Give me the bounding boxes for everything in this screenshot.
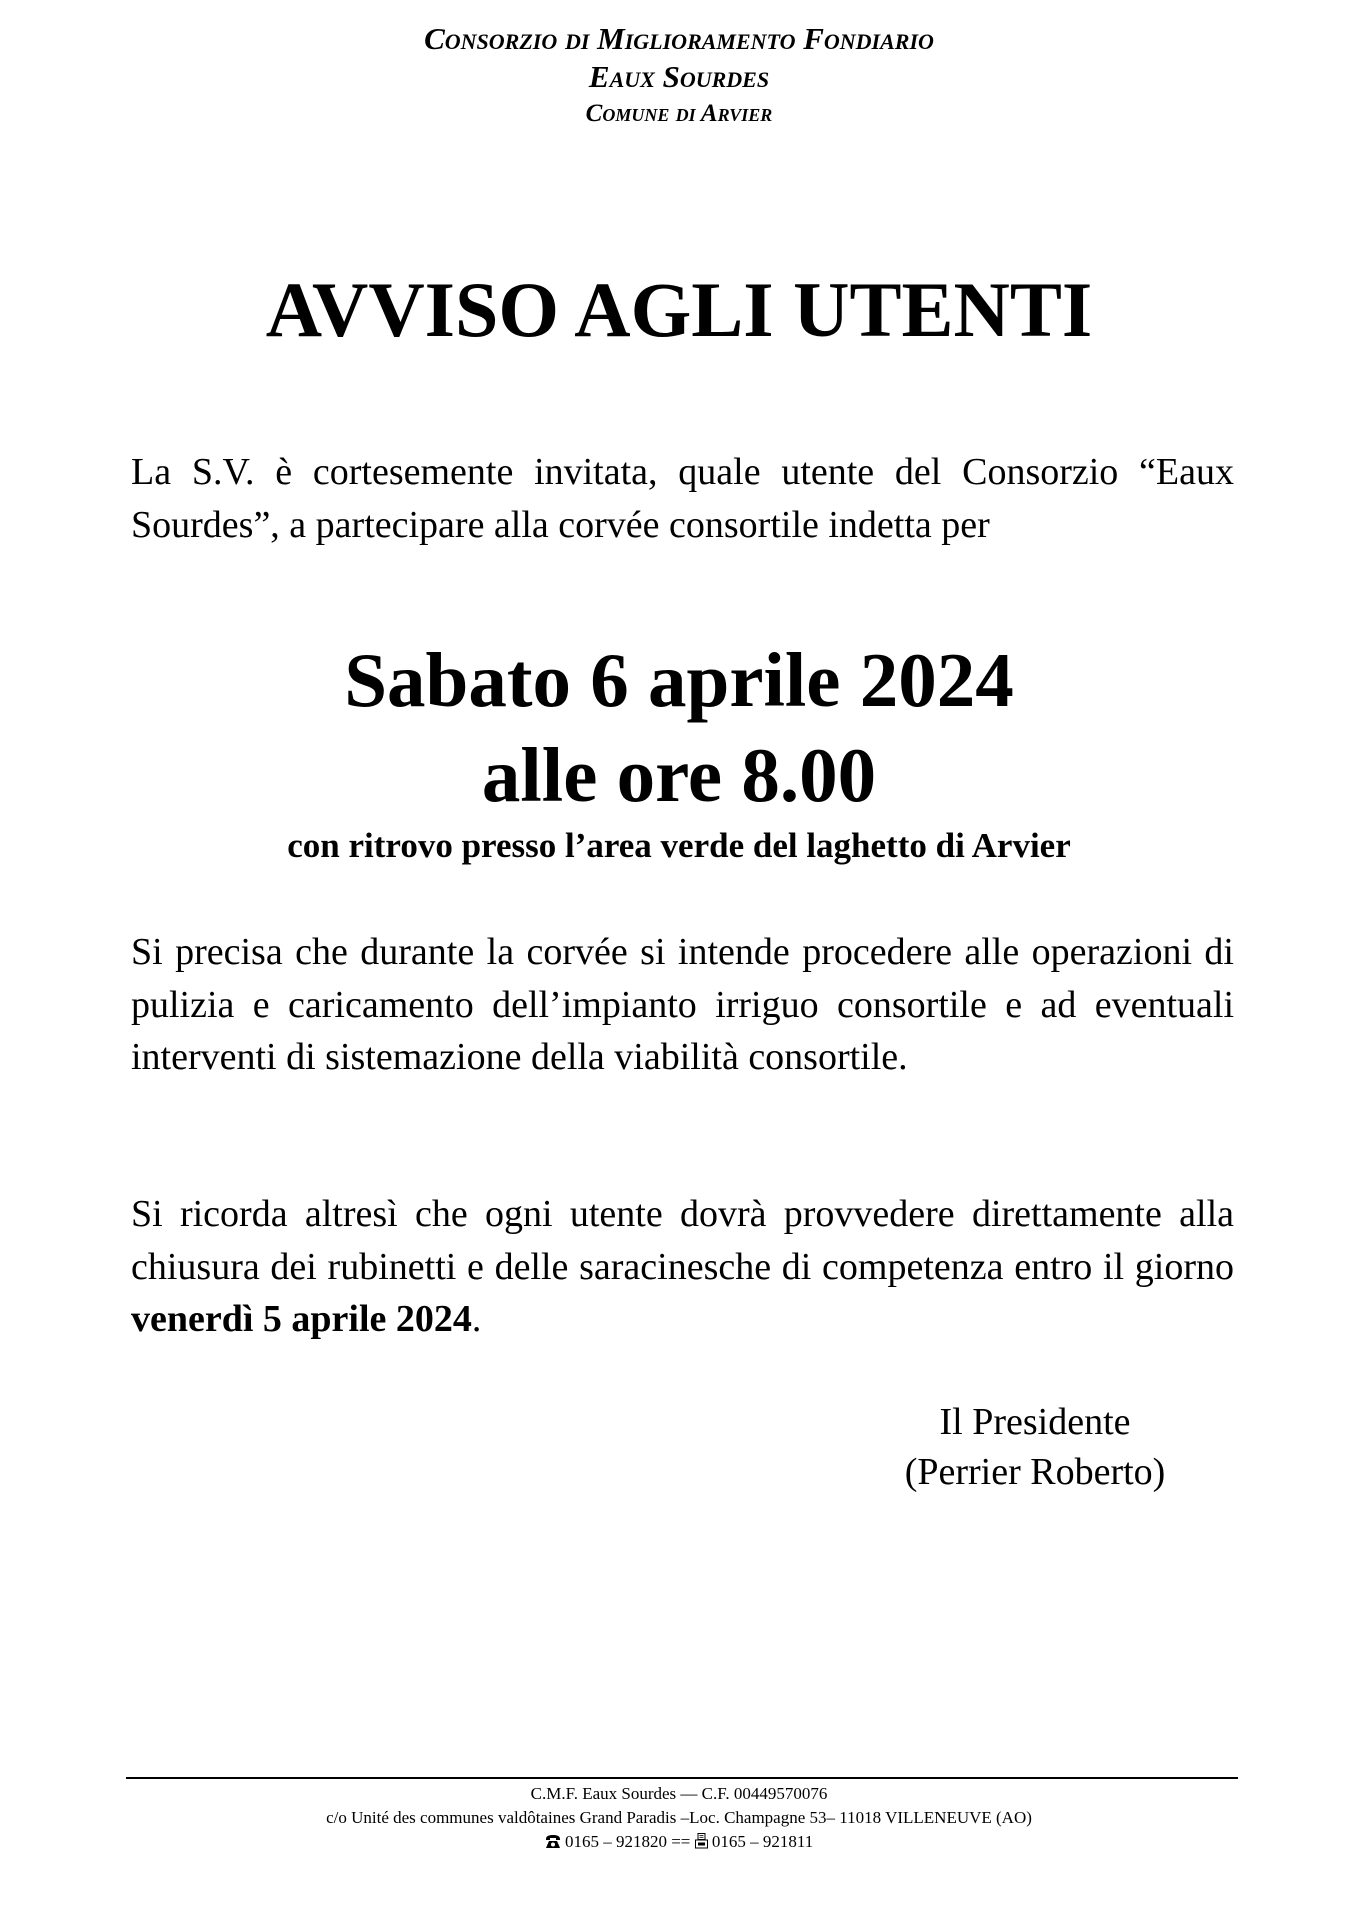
intro-paragraph: La S.V. è cortesemente invitata, quale utente del Consorzio “Eaux Sourdes”, a partecipare alla corvée consortile indetta per	[131, 451, 1234, 546]
deadline-date: venerdì 5 aprile 2024	[131, 1298, 472, 1340]
telephone-icon	[545, 1832, 561, 1856]
footer-address: c/o Unité des communes valdôtaines Grand Paradis –Loc. Champagne 53– 11018 VILLENEUVE (AO)	[326, 1808, 1032, 1827]
signature-role: Il Presidente	[939, 1401, 1131, 1443]
footer-divider	[126, 1777, 1238, 1779]
footer-contacts	[0, 1830, 1358, 1856]
reminder-text: Si ricorda altresì che ogni utente dovrà provvedere direttamente alla chiusura dei rubinetti e delle saracinesche di competenza entro il giorno	[131, 1193, 1234, 1288]
footer	[0, 1782, 1358, 1856]
operations-paragraph: Si precisa che durante la corvée si intende procedere alle operazioni di pulizia e caricamento dell’impianto irriguo consortile e ad eventuali interventi di sistemazione della viabilità consortile.	[131, 931, 1234, 1078]
phone-number: 0165 – 921820	[564, 1832, 667, 1851]
letterhead-municipality: Comune di Arvier	[585, 100, 773, 127]
event-date: Sabato 6 aprile 2024	[344, 637, 1014, 723]
page-title: AVVISO AGLI UTENTI	[265, 266, 1093, 353]
fax-icon	[695, 1832, 708, 1856]
footer-registration: C.M.F. Eaux Sourdes — C.F. 00449570076	[530, 1784, 828, 1803]
event-meeting-place: con ritrovo presso l’area verde del laghetto di Arvier	[287, 826, 1071, 865]
reminder-paragraph	[131, 1188, 1234, 1346]
letterhead	[0, 20, 1358, 132]
fax-number: 0165 – 921811	[711, 1832, 814, 1851]
signature-name: (Perrier Roberto)	[904, 1451, 1166, 1493]
event-time: alle ore 8.00	[481, 732, 877, 818]
letterhead-organization: Consorzio di Miglioramento Fondiario	[424, 21, 934, 56]
signature-block	[860, 1397, 1210, 1497]
contact-separator: ==	[671, 1832, 691, 1851]
letterhead-consortium-name: Eaux Sourdes	[588, 59, 770, 94]
reminder-period: .	[471, 1298, 482, 1340]
